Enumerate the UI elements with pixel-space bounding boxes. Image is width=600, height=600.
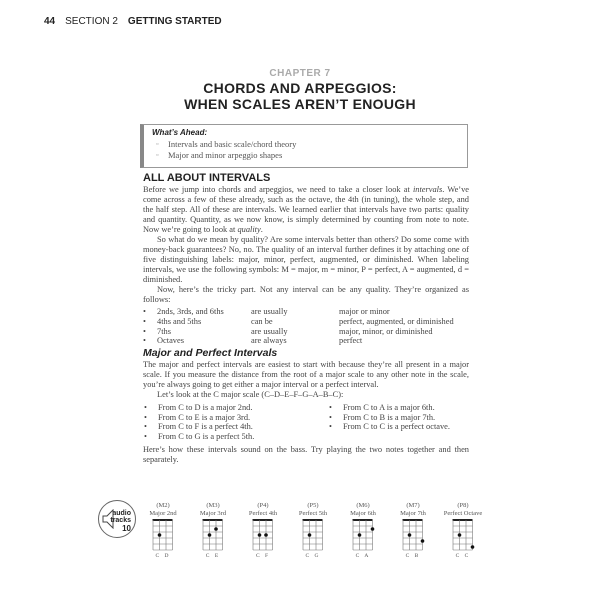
fretboard-grid — [201, 519, 225, 552]
list-item: • From C to B is a major 7th. — [328, 413, 469, 423]
note-names: C E — [205, 553, 221, 559]
finger-dot — [214, 527, 218, 531]
list-item: • From C to G is a perfect 5th. — [143, 432, 328, 442]
fretboard-grid — [451, 519, 475, 552]
table-cell: • 7ths — [143, 327, 251, 337]
chapter-title — [0, 80, 600, 112]
interval-abbr: (M7) — [406, 502, 420, 509]
fretboard-diagram — [438, 502, 488, 561]
paragraph: Let’s look at the C major scale (C–D–E–F–G–A–B–C): — [157, 390, 344, 400]
interval-abbr: (P5) — [307, 502, 319, 509]
table-cell: major, minor, or diminished — [339, 326, 433, 336]
table-cell: can be — [251, 316, 273, 326]
finger-dot — [358, 533, 362, 537]
finger-dot — [308, 533, 312, 537]
whats-ahead-item: ▫ Intervals and basic scale/chord theory — [152, 139, 459, 150]
note-names: C A — [355, 553, 371, 559]
finger-dot — [158, 533, 162, 537]
paragraph: So what do we mean by quality? Are some intervals better than others? Do some come with money-back guarantees? No, no. The quality of an interval further defines it by attaching one of five distinguishing labels: major, minor, perfect, augmented, or diminished. When labeling intervals, we use the following symbols: M = major, m = minor, P = perfect, A = augmented, d = diminished. — [143, 235, 469, 284]
table-cell: • 2nds, 3rds, and 6ths — [143, 307, 251, 317]
audio-label: audio — [112, 510, 131, 517]
finger-dot — [208, 533, 212, 537]
list-item: • From C to C is a perfect octave. — [328, 422, 469, 432]
finger-dot — [421, 539, 425, 543]
tracks-label: tracks — [110, 517, 131, 524]
fretboard-grid — [151, 519, 175, 552]
finger-dot — [371, 527, 375, 531]
note-names: C C — [455, 553, 471, 559]
section-heading: ALL ABOUT INTERVALS — [143, 172, 271, 184]
paragraph: Here’s how these intervals sound on the bass. Try playing the two notes together and then separately. — [143, 444, 469, 464]
body-text — [143, 172, 469, 465]
interval-abbr: (M2) — [156, 502, 170, 509]
whats-ahead-heading: What’s Ahead: — [152, 128, 208, 137]
interval-name: Major 6th — [350, 509, 376, 517]
fretboard-grid — [351, 519, 375, 552]
list-item: • From C to F is a perfect 4th. — [143, 422, 328, 432]
text: . — [260, 225, 263, 234]
section-title: GETTING STARTED — [127, 16, 222, 27]
fretboard-diagram — [188, 502, 238, 561]
fretboard-diagram — [238, 502, 288, 561]
section-label: SECTION 2 — [65, 16, 118, 27]
table-cell: are always — [251, 336, 287, 346]
finger-dot — [408, 533, 412, 537]
note-names: C F — [255, 553, 271, 559]
finger-dot — [258, 533, 262, 537]
fretboard-grid — [401, 519, 425, 552]
speaker-icon — [102, 509, 114, 529]
page-number: 44 — [44, 16, 56, 27]
interval-diagrams — [138, 502, 488, 561]
fretboard-diagram — [388, 502, 438, 561]
table-cell: perfect — [339, 336, 363, 346]
paragraph: Now, here’s the tricky part. Not any interval can be any quality. They’re organized as follows: — [143, 285, 469, 304]
interval-list — [143, 403, 469, 441]
table-cell: • Octaves — [143, 336, 251, 346]
interval-name: Major 3rd — [199, 509, 227, 517]
chapter-label: CHAPTER 7 — [269, 68, 331, 79]
note-names: C D — [155, 553, 171, 559]
interval-name: Major 7th — [400, 509, 426, 517]
interval-name: Perfect 5th — [298, 509, 328, 517]
running-header — [44, 16, 222, 27]
emphasis: intervals — [412, 185, 443, 194]
subsection-heading: Major and Perfect Intervals — [143, 347, 278, 360]
fretboard-diagram — [338, 502, 388, 561]
chapter-title-line2: WHEN SCALES AREN’T ENOUGH — [184, 96, 416, 112]
paragraph: The major and perfect intervals are easiest to start with because they’re all present in a major scale. If you measure the distance from the root of a major scale to any other note in the scale, you’re always going to get either a major interval or a perfect interval. — [143, 360, 469, 390]
interval-quality-table — [143, 307, 469, 346]
interval-abbr: (P8) — [457, 502, 469, 509]
whats-ahead-box — [140, 124, 468, 168]
finger-dot — [264, 533, 268, 537]
list-item: • From C to E is a major 3rd. — [143, 413, 328, 423]
list-item: • From C to A is a major 6th. — [328, 403, 469, 413]
table-cell: • 4ths and 5ths — [143, 317, 251, 327]
note-names: C G — [305, 553, 321, 559]
fretboard-diagram — [138, 502, 188, 561]
interval-name: Perfect Octave — [443, 509, 483, 517]
fretboard-diagram — [288, 502, 338, 561]
paragraph — [143, 185, 469, 235]
fretboard-grid — [301, 519, 325, 552]
text: . We’ve come across a few of these already, such as the octave, the 4th (in tuning), the whole step, and the half step. All of these are intervals. We learned earlier that intervals have two parts: quality and quantity. Quantity, as we now know, is simply determined by counting from note to note. Now we’re going to look at — [143, 185, 469, 234]
table-cell: are usually — [251, 307, 288, 316]
track-number: 10 — [122, 524, 131, 533]
table-cell: major or minor — [339, 307, 390, 316]
fretboard-grid — [251, 519, 275, 552]
list-item: • From C to D is a major 2nd. — [143, 403, 328, 413]
finger-dot — [471, 545, 475, 549]
text: Before we jump into chords and arpeggios, we need to take a closer look at — [143, 185, 413, 194]
interval-name: Perfect 4th — [248, 509, 278, 517]
interval-abbr: (P4) — [257, 502, 269, 509]
emphasis: quality — [237, 225, 261, 234]
interval-name: Major 2nd — [149, 509, 177, 517]
interval-abbr: (M6) — [356, 502, 370, 509]
table-cell: perfect, augmented, or diminished — [339, 316, 454, 326]
interval-abbr: (M3) — [206, 502, 220, 509]
table-cell: are usually — [251, 326, 288, 336]
note-names: C B — [405, 553, 421, 559]
whats-ahead-item: ▫ Major and minor arpeggio shapes — [152, 150, 459, 161]
chapter-title-line1: CHORDS AND ARPEGGIOS: — [203, 80, 397, 96]
audio-tracks-badge — [98, 500, 136, 538]
finger-dot — [458, 533, 462, 537]
